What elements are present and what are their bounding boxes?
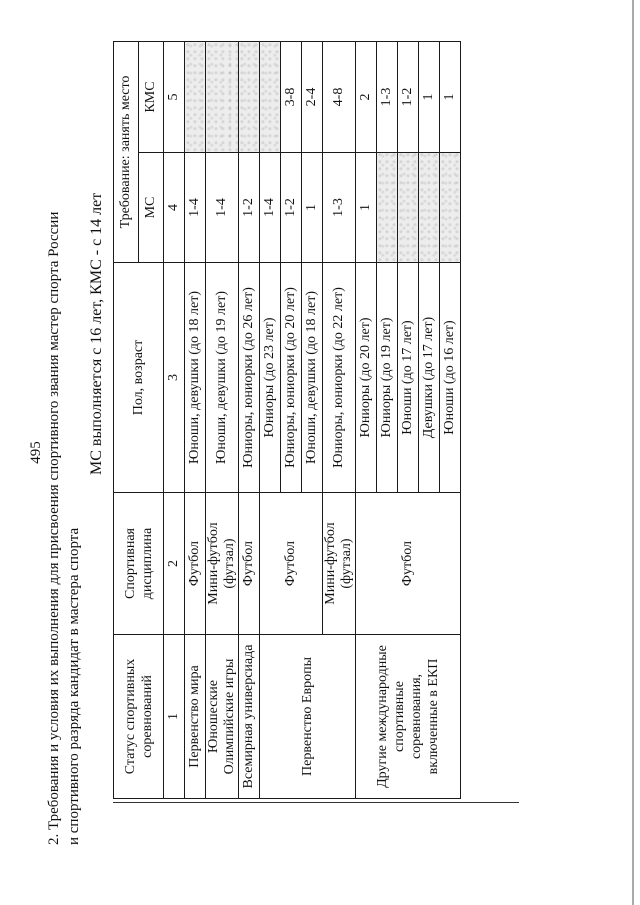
ms-cell: 1-2 [239,153,260,263]
header-gender-age: Пол, возраст [114,263,164,493]
ms-cell [398,153,419,263]
gender-age-cell: Юноши (до 17 лет) [398,263,419,493]
status-cell: Первенство мира [185,635,206,799]
gender-age-cell: Юниоры (до 23 лет) [260,263,281,493]
column-index-row [164,42,185,799]
discipline-cell: Футбол [239,493,260,635]
ms-cell [377,153,398,263]
header-ms: МС [139,153,164,263]
status-cell: Всемирная универсиада [239,635,260,799]
header-requirement: Требование: занять место [114,42,139,263]
header-kms: КМС [139,42,164,153]
gender-age-cell: Юниоры, юниорки (до 26 лет) [239,263,260,493]
table-left-margin-rule [113,802,519,803]
discipline-cell: Мини-футбол (футзал) [206,493,239,635]
ms-cell: 1-4 [260,153,281,263]
kms-cell [260,42,281,153]
column-index-cell: 5 [164,42,185,153]
requirements-table [113,41,461,799]
kms-cell [185,42,206,153]
table-row [260,42,281,799]
discipline-cell: Футбол [356,493,461,635]
column-index-cell: 3 [164,263,185,493]
page-number: 495 [28,441,44,464]
kms-cell: 2-4 [302,42,323,153]
kms-cell: 2 [356,42,377,153]
discipline-cell: Футбол [185,493,206,635]
column-index-cell: 1 [164,635,185,799]
ms-cell: 1-4 [185,153,206,263]
gender-age-cell: Юниоры (до 20 лет) [356,263,377,493]
gender-age-cell: Юниоры, юниорки (до 22 лет) [323,263,356,493]
ms-cell [440,153,461,263]
gender-age-cell: Девушки (до 17 лет) [419,263,440,493]
kms-cell: 1-2 [398,42,419,153]
gender-age-cell: Юноши (до 16 лет) [440,263,461,493]
scan-edge-line [632,0,634,905]
ms-cell: 1-4 [206,153,239,263]
ms-cell [419,153,440,263]
discipline-cell: Мини-футбол (футзал) [323,493,356,635]
kms-cell: 4-8 [323,42,356,153]
ms-cell: 1-3 [323,153,356,263]
age-requirement-note: МС выполняется с 16 лет, КМС - с 14 лет [88,192,105,475]
gender-age-cell: Юноши, девушки (до 18 лет) [302,263,323,493]
kms-cell: 1 [440,42,461,153]
status-cell: Первенство Европы [260,635,356,799]
section-title-line-2: и спортивного разряда кандидат в мастера спорта [66,527,82,845]
discipline-cell: Футбол [260,493,323,635]
table-row [185,42,206,799]
status-cell: Юношеские Олимпийские игры [206,635,239,799]
gender-age-cell: Юноши, девушки (до 18 лет) [185,263,206,493]
table-row [206,42,239,799]
header-discipline: Спортивная дисциплина [114,493,164,635]
ms-cell: 1 [356,153,377,263]
column-index-cell: 4 [164,153,185,263]
section-title-line-1: 2. Требования и условия их выполнения для присвоения спортивного звания мастер спорта России [46,211,62,845]
table-row [239,42,260,799]
column-index-cell: 2 [164,493,185,635]
table-row [356,42,377,799]
ms-cell: 1 [302,153,323,263]
gender-age-cell: Юниоры, юниорки (до 20 лет) [281,263,302,493]
gender-age-cell: Юноши, девушки (до 19 лет) [206,263,239,493]
kms-cell: 1 [419,42,440,153]
status-cell: Другие международные спортивные соревнования, включенные в ЕКП [356,635,461,799]
header-row [114,42,139,799]
kms-cell [239,42,260,153]
kms-cell: 3-8 [281,42,302,153]
kms-cell: 1-3 [377,42,398,153]
header-status: Статус спортивных соревнований [114,635,164,799]
gender-age-cell: Юниоры (до 19 лет) [377,263,398,493]
kms-cell [206,42,239,153]
ms-cell: 1-2 [281,153,302,263]
